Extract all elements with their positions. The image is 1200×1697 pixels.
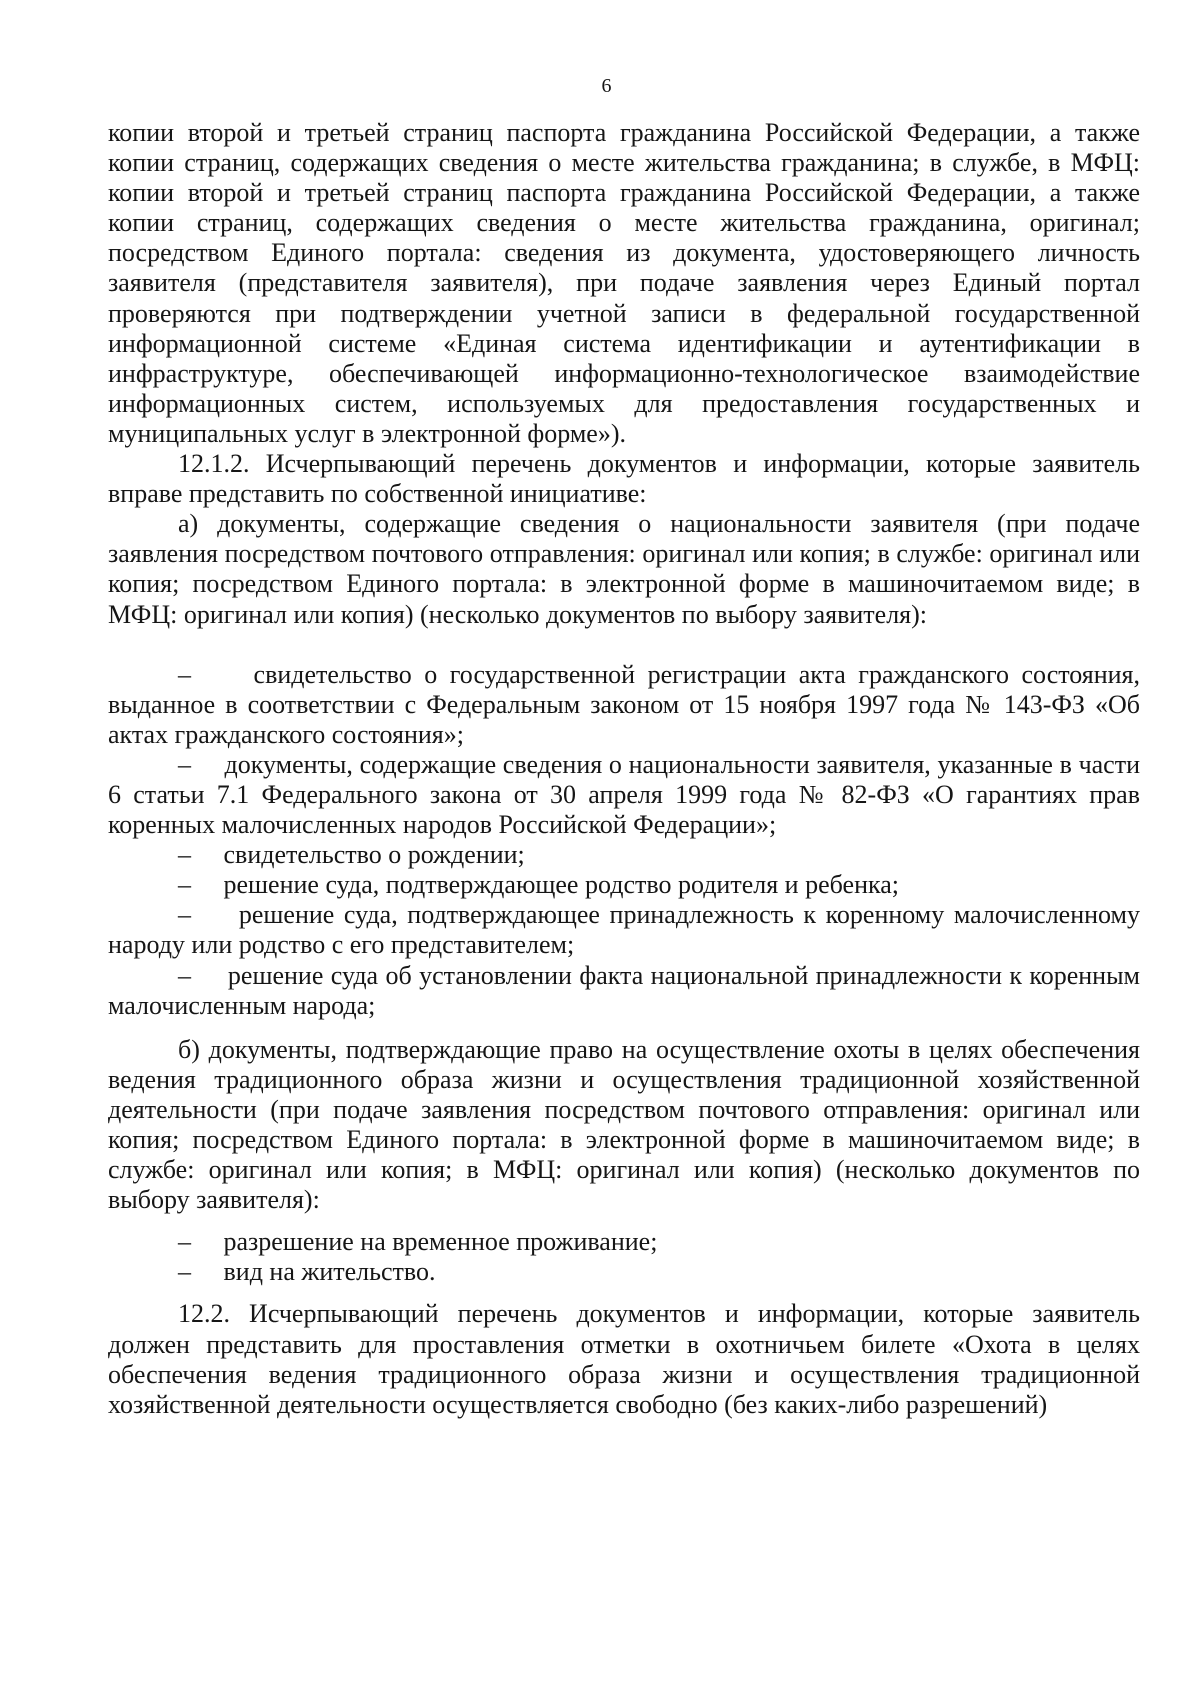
paragraph-item-a: а) документы, содержащие сведения о национальности заявителя (при подаче заявления посредством почтового отправления: оригинал или копия; в службе: оригинал или копия; посредством Единого портала: в электронной форме в машиночитаемом виде; в МФЦ: оригинал или копия) (несколько документов по выбору заявителя): bbox=[108, 509, 1140, 629]
paragraph-12-2: 12.2. Исчерпывающий перечень документов и информации, которые заявитель должен представить для проставления отметки в охотничьем билете «Охота в целях обеспечения ведения традиционного образа жизни и осуществления традиционной хозяйственной деятельности осуществляется свободно (без каких-либо разрешений) bbox=[108, 1299, 1140, 1419]
list-a-item-4 bbox=[108, 870, 1140, 900]
list-item-text: свидетельство о рождении; bbox=[223, 840, 525, 870]
list-item-text: документы, содержащие сведения о национальности заявителя, указанные в части 6 статьи 7.1 Федерального закона от 30 апреля 1999 года № 82-ФЗ «О гарантиях прав коренных малочисленных народов Российской Федерации»; bbox=[108, 749, 1140, 840]
dash-marker: – bbox=[178, 1227, 191, 1257]
dash-marker: – bbox=[178, 870, 191, 900]
paragraph-12-1-2: 12.1.2. Исчерпывающий перечень документов и информации, которые заявитель вправе представить по собственной инициативе: bbox=[108, 449, 1140, 509]
dash-marker: – bbox=[178, 900, 191, 930]
dash-marker: – bbox=[178, 749, 191, 779]
list-item-text: решение суда об установлении факта национальной принадлежности к коренным малочисленным народа; bbox=[108, 960, 1140, 1020]
dash-marker: – bbox=[178, 840, 191, 870]
list-a-item-3 bbox=[108, 840, 1140, 870]
list-item-text: разрешение на временное проживание; bbox=[223, 1227, 658, 1257]
list-item-text: решение суда, подтверждающее родство родителя и ребенка; bbox=[223, 870, 899, 900]
paragraph-item-b: б) документы, подтверждающие право на осуществление охоты в целях обеспечения ведения традиционного образа жизни и осуществления традиционной хозяйственной деятельности (при подаче заявления посредством почтового отправления: оригинал или копия; посредством Единого портала: в электронной форме в машиночитаемом виде; в службе: оригинал или копия; в МФЦ: оригинал или копия) (несколько документов по выбору заявителя): bbox=[108, 1034, 1140, 1215]
list-a-item-6 bbox=[108, 961, 1140, 1021]
paragraph-passport-copies: копии второй и третьей страниц паспорта гражданина Российской Федерации, а также копии страниц, содержащих сведения о месте жительства гражданина; в службе, в МФЦ: копии второй и третьей страниц паспорта гражданина Российской Федерации, а также копии страниц, содержащих сведения о месте жительства гражданина, оригинал; посредством Единого портала: сведения из документа, удостоверяющего личность заявителя (представителя заявителя), при подаче заявления через Единый портал проверяются при подтверждении учетной записи в федеральной государственной информационной системе «Единая система идентификации и аутентификации в инфраструктуре, обеспечивающей информационно-технологическое взаимодействие информационных систем, используемых для предоставления государственных и муниципальных услуг в электронной форме»). bbox=[108, 118, 1140, 448]
dash-marker: – bbox=[178, 1257, 191, 1287]
list-b-item-2 bbox=[108, 1257, 1140, 1287]
list-a-item-2 bbox=[108, 750, 1140, 840]
dash-marker: – bbox=[178, 960, 191, 990]
dash-marker: – bbox=[178, 659, 191, 689]
list-item-text: решение суда, подтверждающее принадлежность к коренному малочисленному народу или родство с его представителем; bbox=[108, 900, 1141, 960]
list-b-item-1 bbox=[108, 1227, 1140, 1257]
page-number: 6 bbox=[601, 75, 612, 97]
list-item-text: вид на жительство. bbox=[223, 1257, 436, 1287]
list-a-item-5 bbox=[108, 900, 1140, 960]
list-item-text: свидетельство о государственной регистрации акта гражданского состояния, выданное в соответствии с Федеральным законом от 15 ноября 1997 года № 143-ФЗ «Об актах гражданского состояния»; bbox=[108, 659, 1141, 749]
list-a-item-1 bbox=[108, 660, 1140, 750]
